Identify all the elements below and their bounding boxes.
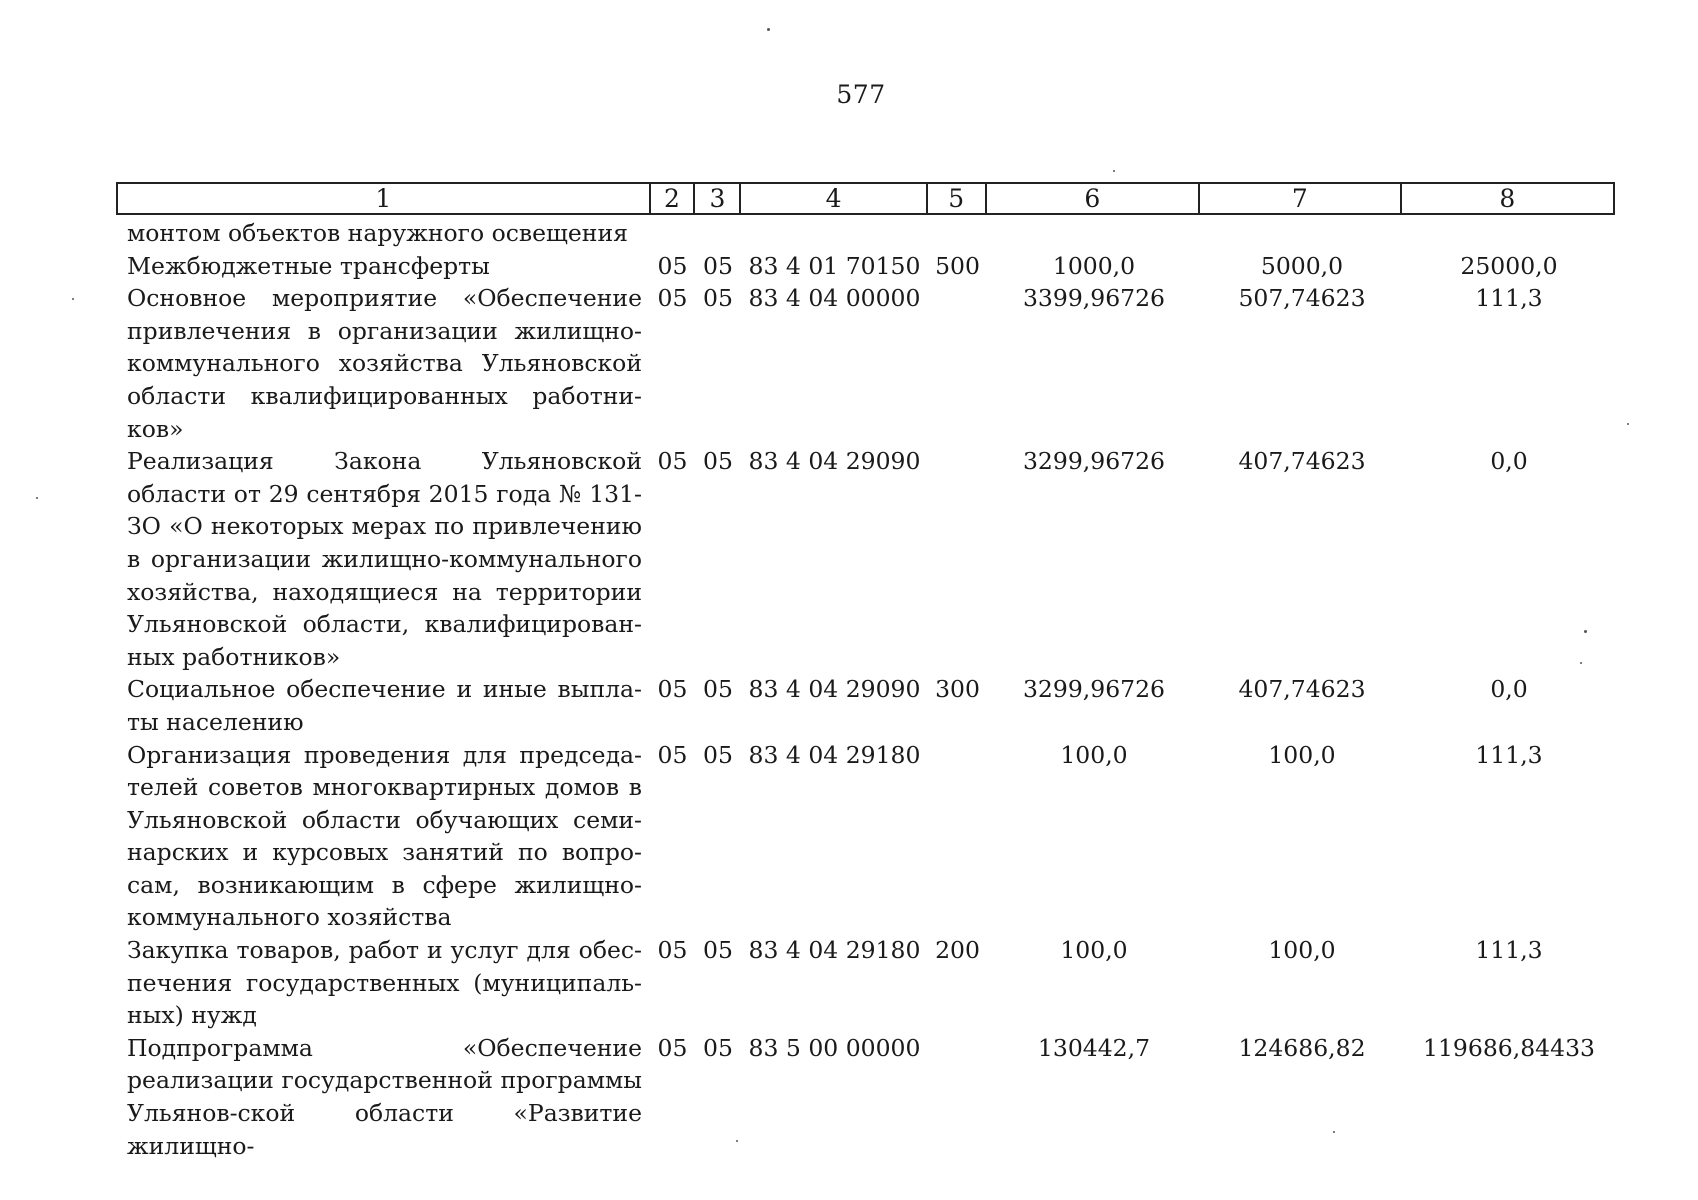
row-name-cell: [116, 1032, 650, 1162]
scan-speck: [1113, 170, 1115, 172]
row-col-7: 124686,82: [1238, 1033, 1366, 1062]
header-col-3: 3: [695, 184, 741, 213]
row-col-2: [650, 217, 695, 250]
row-name: монтом объектов наружного освещения: [127, 219, 628, 247]
header-col-7: 7: [1200, 184, 1401, 213]
header-col-8: 8: [1499, 184, 1516, 213]
row-col-6: 130442,7: [1037, 1033, 1151, 1062]
row-col-5: [928, 1032, 987, 1162]
row-col-2: 05: [657, 251, 688, 280]
row-col-5: [928, 445, 987, 673]
row-name-cell: [116, 250, 650, 283]
scan-speck: [36, 497, 38, 499]
row-col-7: [1201, 217, 1403, 250]
row-col-5: 500: [935, 251, 980, 280]
row-name: Организация проведения для председа-телей советов многоквартирных домов в Ульяновской области обучающих семи-нарских и курсовых занятий по вопро-сам, возникающим в сфере жилищно-коммунального хозяйства: [127, 740, 642, 932]
row-col-6: 3299,96726: [1022, 675, 1166, 704]
table-row: [116, 1032, 1615, 1162]
table-row: [116, 673, 1615, 738]
row-col-3: [695, 217, 741, 250]
row-name-cell: [116, 282, 650, 445]
scan-speck: [1333, 1131, 1335, 1133]
scan-speck: [1580, 662, 1582, 664]
row-col-8: 111,3: [1475, 740, 1543, 769]
row-col-8: 111,3: [1475, 936, 1543, 965]
row-col-3: 05: [703, 936, 733, 965]
scan-speck: [1627, 423, 1629, 425]
table-header: [116, 182, 1615, 215]
row-col-8: 119686,84433: [1423, 1033, 1595, 1062]
scan-speck: [1584, 630, 1587, 633]
table-row: [116, 739, 1615, 935]
row-col-8: 25000,0: [1460, 251, 1558, 280]
row-name: Закупка товаров, работ и услуг для обес-печения государственных (муниципаль-ных) нужд: [127, 936, 642, 1030]
row-name-cell: [116, 217, 650, 250]
row-col-4: [741, 217, 928, 250]
row-col-4: 83 4 04 29090: [748, 675, 921, 704]
header-col-1: 1: [118, 184, 651, 213]
row-col-5: 300: [935, 675, 980, 704]
row-name-cell: [116, 739, 650, 935]
row-col-6: 100,0: [1060, 936, 1128, 965]
row-col-5: 200: [935, 936, 980, 965]
row-col-4: 83 4 04 29180: [748, 740, 921, 769]
header-col-2: 2: [651, 184, 696, 213]
row-col-3: 05: [703, 251, 733, 280]
row-col-5: [928, 739, 987, 935]
row-name: Реализация Закона Ульяновской области от 29 сентября 2015 года № 131-ЗО «О некоторых мерах по привлечению в организации жилищно-коммунального хозяйства, находящиеся на территории Ульяновской области, квалифицирован-ных работников»: [127, 447, 642, 671]
row-col-7: 100,0: [1268, 740, 1336, 769]
row-col-6: 3299,96726: [1022, 447, 1166, 476]
row-col-6: 1000,0: [1052, 251, 1136, 280]
header-col-4: 4: [741, 184, 928, 213]
row-col-6: 100,0: [1060, 740, 1128, 769]
row-col-8: 111,3: [1475, 284, 1543, 313]
row-name: Основное мероприятие «Обеспечение привлечения в организации жилищно-коммунального хозяйства Ульяновской области квалифицированных работни-ков»: [127, 284, 642, 443]
row-col-5: [928, 282, 987, 445]
row-col-7: 5000,0: [1260, 251, 1344, 280]
row-col-3: 05: [703, 740, 733, 769]
row-col-8: 0,0: [1490, 447, 1528, 476]
row-col-3: 05: [703, 675, 733, 704]
row-name: Социальное обеспечение и иные выпла-ты населению: [127, 675, 642, 736]
row-col-8: 0,0: [1490, 675, 1528, 704]
row-col-4: 83 4 04 29180: [748, 936, 921, 965]
row-col-2: 05: [657, 936, 688, 965]
header-col-6: 6: [987, 184, 1200, 213]
scan-speck: [72, 298, 74, 300]
row-col-2: 05: [657, 447, 688, 476]
table-row: [116, 282, 1615, 445]
row-col-7: 100,0: [1268, 936, 1336, 965]
table-body: [116, 217, 1615, 1162]
row-name-cell: [116, 934, 650, 1032]
table-row: [116, 934, 1615, 1032]
row-col-2: 05: [657, 740, 688, 769]
row-col-2: 05: [657, 284, 688, 313]
scan-speck: [736, 1140, 738, 1142]
table-row: [116, 217, 1615, 250]
row-name-cell: [116, 673, 650, 738]
table-row: [116, 445, 1615, 673]
table-row: [116, 250, 1615, 283]
row-col-2: 05: [657, 675, 688, 704]
row-name: Межбюджетные трансферты: [127, 251, 490, 280]
row-col-6: 3399,96726: [1022, 284, 1166, 313]
row-col-4: 83 5 00 00000: [748, 1033, 921, 1062]
row-col-4: 83 4 04 29090: [748, 447, 921, 476]
row-col-3: 05: [703, 284, 733, 313]
row-col-4: 83 4 04 00000: [748, 284, 921, 313]
row-col-3: 05: [703, 447, 733, 476]
row-col-5: [928, 217, 987, 250]
row-col-7: 507,74623: [1238, 284, 1366, 313]
row-col-8: [1403, 217, 1615, 250]
row-col-7: 407,74623: [1238, 675, 1366, 704]
row-col-7: 407,74623: [1238, 447, 1366, 476]
page-number: 577: [836, 80, 886, 109]
row-col-3: 05: [703, 1033, 733, 1062]
row-col-2: 05: [657, 1033, 688, 1062]
row-col-6: [987, 217, 1201, 250]
row-col-4: 83 4 01 70150: [748, 251, 921, 280]
row-name: Подпрограмма «Обеспечение реализации государственной программы Ульянов-ской области «Развитие жилищно-: [127, 1033, 642, 1160]
header-col-5: 5: [928, 184, 987, 213]
scan-speck: [767, 28, 770, 31]
row-name-cell: [116, 445, 650, 673]
